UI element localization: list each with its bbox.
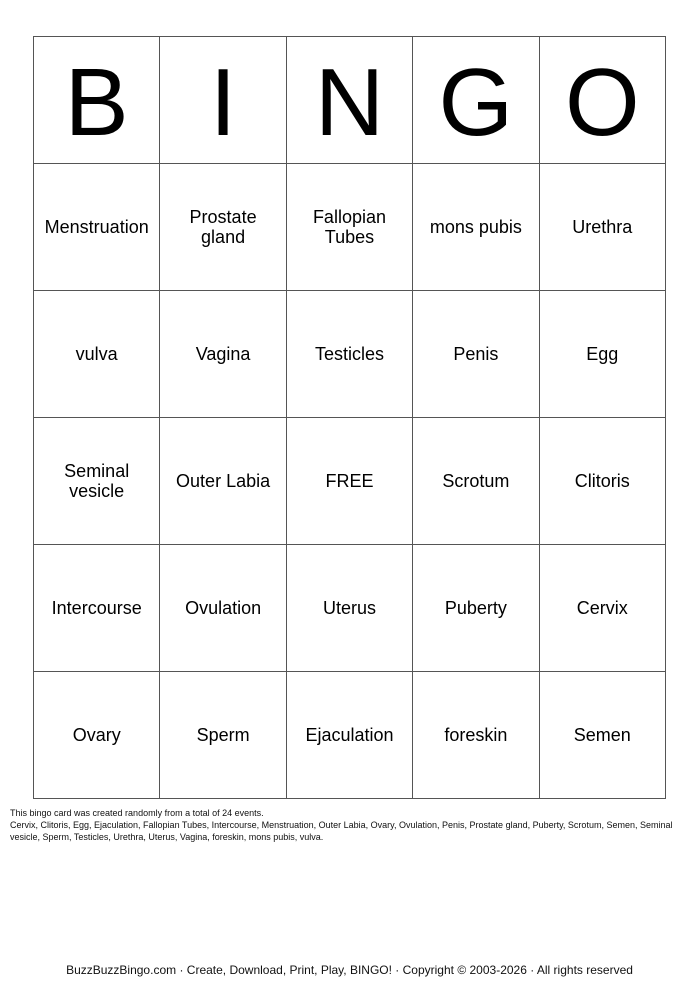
header-letter: O [564, 49, 640, 156]
bingo-cell-label: Clitoris [574, 470, 630, 491]
bingo-cell [34, 545, 160, 672]
bingo-cell [413, 672, 539, 799]
bingo-cell [539, 291, 665, 418]
bingo-cell-label: Scrotum [442, 470, 510, 491]
bingo-cell [413, 291, 539, 418]
header-cell-b [34, 37, 160, 164]
bingo-cell [34, 291, 160, 418]
bingo-cell [286, 164, 412, 291]
bingo-row [34, 672, 666, 799]
header-cell-o [539, 37, 665, 164]
bingo-row [34, 291, 666, 418]
bingo-cell-label: Prostate gland [189, 206, 257, 247]
free-space-cell [286, 418, 412, 545]
bingo-card [33, 36, 666, 799]
bingo-cell [286, 672, 412, 799]
site-footer: BuzzBuzzBingo.com · Create, Download, Print, Play, BINGO! · Copyright © 2003-2026 · All rights reserved [66, 963, 633, 977]
header-letter: G [438, 49, 514, 156]
bingo-cell [160, 164, 286, 291]
bingo-cell [539, 418, 665, 545]
bingo-row [34, 418, 666, 545]
bingo-cell-label: Semen [573, 724, 631, 745]
bingo-cell-label: Egg [586, 343, 619, 364]
bingo-cell [34, 418, 160, 545]
header-cell-g [413, 37, 539, 164]
bingo-cell-label: Testicles [314, 343, 384, 364]
bingo-cell [539, 672, 665, 799]
bingo-cell-label: Penis [453, 343, 499, 364]
card-events-list: Cervix, Clitoris, Egg, Ejaculation, Fallopian Tubes, Intercourse, Menstruation, Outer Labia, Ovary, Ovulation, Penis, Prostate gland, Puberty, Scrotum, Semen, Seminal vesicle, Sperm, Testicles, Urethra, Uterus, Vagina, foreskin, mons pubis, vulva. [10, 820, 673, 842]
bingo-cell [413, 418, 539, 545]
header-letter: B [64, 49, 129, 156]
bingo-cell [413, 545, 539, 672]
bingo-cell [160, 418, 286, 545]
bingo-row [34, 545, 666, 672]
bingo-cell-label: Intercourse [51, 597, 142, 618]
bingo-cell-label: Seminal vesicle [64, 460, 130, 501]
bingo-cell [539, 164, 665, 291]
header-letter: N [314, 49, 385, 156]
bingo-cell-label: Fallopian Tubes [312, 206, 386, 247]
bingo-cell-label: Cervix [576, 597, 628, 618]
bingo-cell-label: Outer Labia [176, 470, 271, 491]
bingo-header-row [34, 37, 666, 164]
bingo-cell-label: Ejaculation [305, 724, 394, 745]
bingo-cell-label: Ovary [72, 724, 121, 745]
bingo-cell [160, 672, 286, 799]
bingo-cell-label: foreskin [444, 724, 508, 745]
header-cell-i [160, 37, 286, 164]
bingo-cell [286, 545, 412, 672]
bingo-cell [286, 291, 412, 418]
bingo-cell [160, 545, 286, 672]
header-letter: I [209, 49, 237, 156]
bingo-cell-label: mons pubis [429, 216, 522, 237]
bingo-cell [160, 291, 286, 418]
free-space-label: FREE [325, 470, 374, 491]
bingo-cell [413, 164, 539, 291]
card-summary: This bingo card was created randomly from a total of 24 events. [10, 808, 264, 818]
bingo-cell [539, 545, 665, 672]
bingo-row [34, 164, 666, 291]
bingo-cell-label: Uterus [322, 597, 376, 618]
bingo-cell-label: Vagina [195, 343, 251, 364]
card-info [10, 807, 690, 843]
bingo-cell-label: Puberty [444, 597, 507, 618]
bingo-cell-label: Ovulation [185, 597, 262, 618]
header-cell-n [286, 37, 412, 164]
bingo-cell-label: Menstruation [44, 216, 149, 237]
bingo-cell [34, 672, 160, 799]
bingo-cell-label: Urethra [572, 216, 633, 237]
bingo-cell [34, 164, 160, 291]
bingo-cell-label: vulva [75, 343, 118, 364]
bingo-cell-label: Sperm [196, 724, 250, 745]
